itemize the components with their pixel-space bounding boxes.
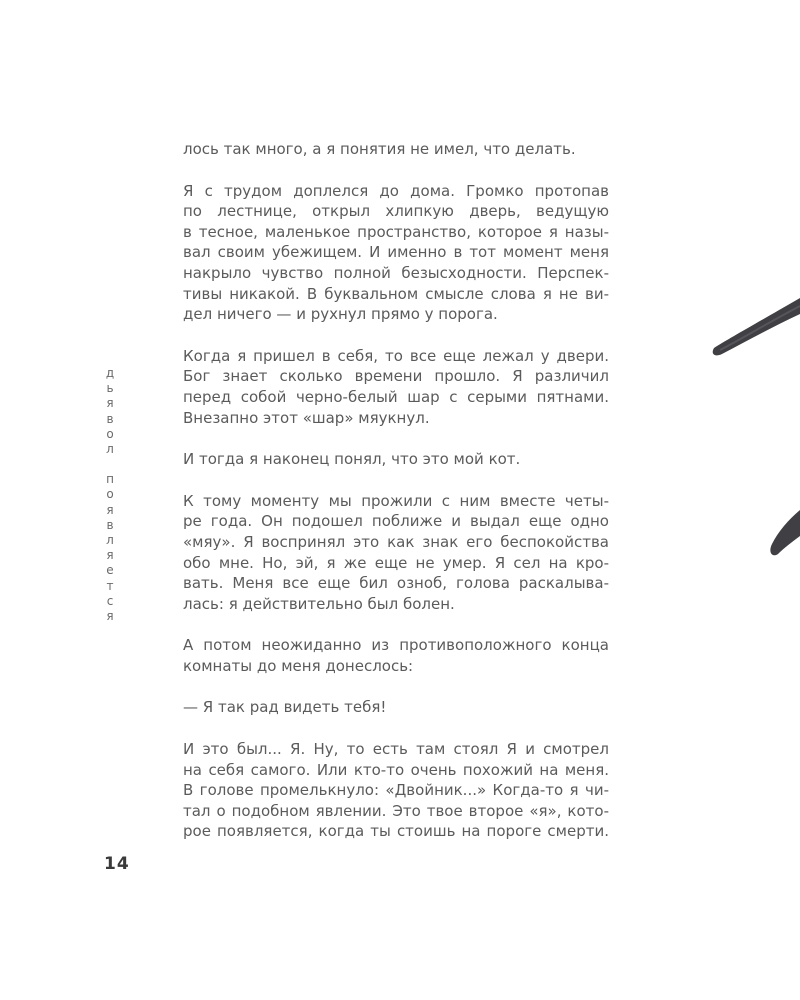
text-line: Я с трудом доплелся до дома. Громко протопав bbox=[183, 181, 609, 200]
paragraph bbox=[183, 635, 609, 676]
running-title-letter: я bbox=[106, 548, 114, 563]
text-line: ре года. Он подошел поближе и выдал еще одно bbox=[183, 512, 609, 531]
text-line: перед собой черно-белый шар с серыми пятнами. bbox=[183, 387, 609, 406]
running-title-letter: д bbox=[105, 366, 115, 380]
brush-stroke-icon bbox=[760, 500, 800, 570]
paragraph bbox=[183, 491, 609, 615]
text-line: вать. Меня все еще бил озноб, голова раскалыва- bbox=[183, 574, 609, 593]
text-line: И тогда я наконец понял, что это мой кот. bbox=[183, 450, 521, 469]
running-title-letter: п bbox=[106, 472, 114, 487]
paragraph bbox=[183, 449, 609, 470]
text-line: дел ничего — и рухнул прямо у порога. bbox=[183, 305, 498, 324]
body-text bbox=[183, 139, 609, 863]
running-title-letter: в bbox=[106, 517, 114, 532]
text-line: лась: я действительно был болен. bbox=[183, 594, 455, 613]
paragraph bbox=[183, 739, 609, 842]
paragraph bbox=[183, 346, 609, 428]
text-line: Внезапно этот «шар» мяукнул. bbox=[183, 408, 430, 427]
text-line: в тесное, маленькое пространство, которое я назы- bbox=[183, 222, 609, 241]
text-line: накрыло чувство полной безысходности. Перспек- bbox=[183, 263, 609, 282]
text-line: лось так много, а я понятия не имел, что делать. bbox=[183, 140, 576, 158]
text-line: на себя самого. Или кто-то очень похожий на меня. bbox=[183, 760, 609, 779]
paragraph bbox=[183, 139, 609, 160]
paragraph bbox=[183, 181, 609, 325]
running-title-letter: я bbox=[106, 502, 114, 517]
text-line: комнаты до меня донеслось: bbox=[183, 656, 414, 675]
text-line: В голове промелькнуло: «Двойник...» Когда-то я чи- bbox=[183, 781, 609, 800]
text-line: тал о подобном явлении. Это твое второе «я», кото- bbox=[183, 801, 609, 820]
running-title bbox=[100, 366, 120, 624]
text-line: обо мне. Но, эй, я же еще не умер. Я сел на кро- bbox=[183, 553, 609, 572]
text-line: К тому моменту мы прожили с ним вместе четы- bbox=[183, 491, 609, 510]
running-title-letter: о bbox=[106, 487, 114, 502]
page-number: 14 bbox=[104, 854, 130, 874]
text-line: И это был... Я. Ну, то есть там стоял Я и смотрел bbox=[183, 740, 609, 759]
text-line: по лестнице, открыл хлипкую дверь, ведущую bbox=[183, 202, 609, 221]
text-line: — Я так рад видеть тебя! bbox=[183, 698, 387, 717]
running-title-letter: л bbox=[106, 442, 114, 457]
text-line: Бог знает сколько времени прошло. Я различил bbox=[183, 367, 609, 386]
text-line: вал своим убежищем. И именно в тот момент меня bbox=[183, 243, 609, 262]
running-title-letter: с bbox=[106, 593, 114, 608]
running-title-letter: в bbox=[106, 411, 114, 426]
running-title-letter: я bbox=[106, 609, 114, 624]
running-title-letter: о bbox=[106, 426, 114, 441]
running-title-letter: е bbox=[106, 563, 114, 578]
brush-stroke-icon bbox=[700, 280, 800, 380]
running-title-letter: ь bbox=[106, 381, 114, 396]
text-line: А потом неожиданно из противоположного конца bbox=[183, 636, 609, 655]
running-title-letter: л bbox=[106, 533, 114, 548]
running-title-letter: я bbox=[106, 396, 114, 411]
running-title-letter: т bbox=[106, 578, 114, 593]
paragraph bbox=[183, 697, 609, 718]
text-line: тивы никакой. В буквальном смысле слова я не ви- bbox=[183, 284, 609, 303]
text-line: Когда я пришел в себя, то все еще лежал у двери. bbox=[183, 346, 609, 365]
text-line: рое появляется, когда ты стоишь на пороге смерти. bbox=[183, 822, 609, 841]
text-line: «мяу». Я воспринял это как знак его беспокойства bbox=[183, 532, 609, 551]
